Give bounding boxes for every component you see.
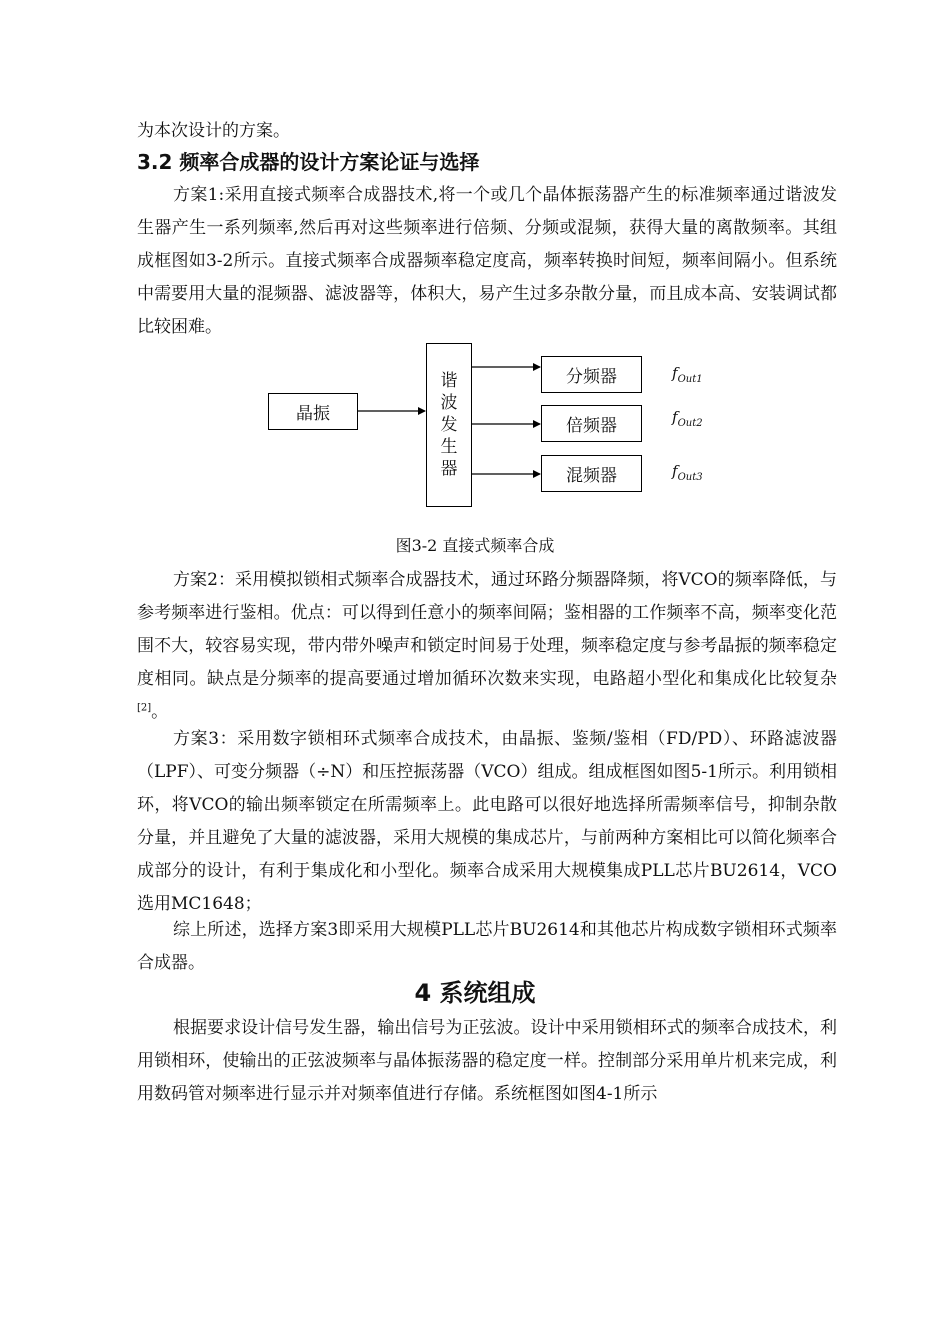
harmonic-generator-box — [426, 343, 472, 507]
section-4-paragraph: 根据要求设计信号发生器，输出信号为正弦波。设计中采用锁相环式的频率合成技术，利用锁相环，使输出的正弦波频率与晶体振荡器的稳定度一样。控制部分采用单片机来完成，利用数码管对频率进行显示并对频率值进行存储。系统框图如图4-1所示 — [137, 1018, 837, 1104]
scheme3-paragraph: 方案3：采用数字锁相环式频率合成技术，由晶振、鉴频/鉴相（FD/PD）、环路滤波器（LPF）、可变分频器（÷N）和压控振荡器（VCO）组成。组成框图如图5-1所示。利用锁相环，将VCO的输出频率锁定在所需频率上。此电路可以很好地选择所需频率信号，抑制杂散分量，并且避免了大量的滤波器，采用大规模的集成芯片，与前两种方案相比可以简化频率合成部分的设计，有利于集成化和小型化。频率合成采用大规模集成PLL芯片BU2614，VCO选用MC1648； — [137, 729, 837, 914]
figure-3-2-caption: 图3-2 直接式频率合成 — [395, 536, 555, 555]
harmonic-char: 谐 — [440, 371, 458, 391]
fout-sub: Out2 — [677, 418, 703, 429]
fout-symbol: f — [672, 408, 678, 426]
fout-symbol: f — [672, 462, 678, 480]
harmonic-char: 生 — [440, 437, 458, 457]
fout-symbol: f — [672, 364, 678, 382]
scheme2-text: 方案2：采用模拟锁相式频率合成器技术，通过环路分频器降频，将VCO的频率降低，与参考频率进行鉴相。优点：可以得到任意小的频率间隔；鉴相器的工作频率不高，频率变化范围不大，较容易实现，带内带外噪声和锁定时间易于处理，频率稳定度与参考晶振的频率稳定度相同。缺点是分频率的提高要通过增加循环次数来实现，电路超小型化和集成化比较复杂 — [137, 570, 837, 689]
multiplier-box — [541, 405, 642, 442]
scheme2-end: 。 — [151, 702, 169, 722]
harmonic-char: 发 — [440, 415, 458, 435]
section-4-heading: 4 系统组成 — [414, 979, 536, 1007]
crystal-box — [268, 393, 358, 430]
scheme2-paragraph — [137, 564, 837, 729]
harmonic-char: 器 — [440, 459, 458, 479]
fout-sub: Out1 — [677, 374, 703, 385]
intro-tail-paragraph: 为本次设计的方案。 — [137, 121, 290, 141]
crystal-label: 晶振 — [296, 404, 330, 424]
multiplier-label: 倍频器 — [566, 416, 617, 436]
fout1-label — [672, 364, 703, 385]
section-3-2-heading: 3.2 频率合成器的设计方案论证与选择 — [137, 150, 480, 174]
fout2-label — [672, 408, 703, 429]
conclusion-paragraph: 综上所述，选择方案3即采用大规模PLL芯片BU2614和其他芯片构成数字锁相环式频率合成器。 — [137, 920, 837, 973]
citation-ref: [2] — [137, 702, 152, 714]
fout3-label — [672, 462, 703, 483]
harmonic-char: 波 — [440, 393, 458, 413]
divider-label: 分频器 — [566, 367, 617, 387]
mixer-label: 混频器 — [566, 466, 617, 486]
scheme1-paragraph: 方案1:采用直接式频率合成器技术,将一个或几个晶体振荡器产生的标准频率通过谐波发生器产生一系列频率,然后再对这些频率进行倍频、分频或混频，获得大量的离散频率。其组成框图如3-2所示。直接式频率合成器频率稳定度高，频率转换时间短，频率间隔小。但系统中需要用大量的混频器、滤波器等，体积大，易产生过多杂散分量，而且成本高、安装调试都比较困难。 — [137, 185, 837, 337]
divider-box — [541, 356, 642, 393]
mixer-box — [541, 455, 642, 492]
fout-sub: Out3 — [677, 472, 703, 483]
figure-3-2-block-diagram — [260, 340, 730, 515]
